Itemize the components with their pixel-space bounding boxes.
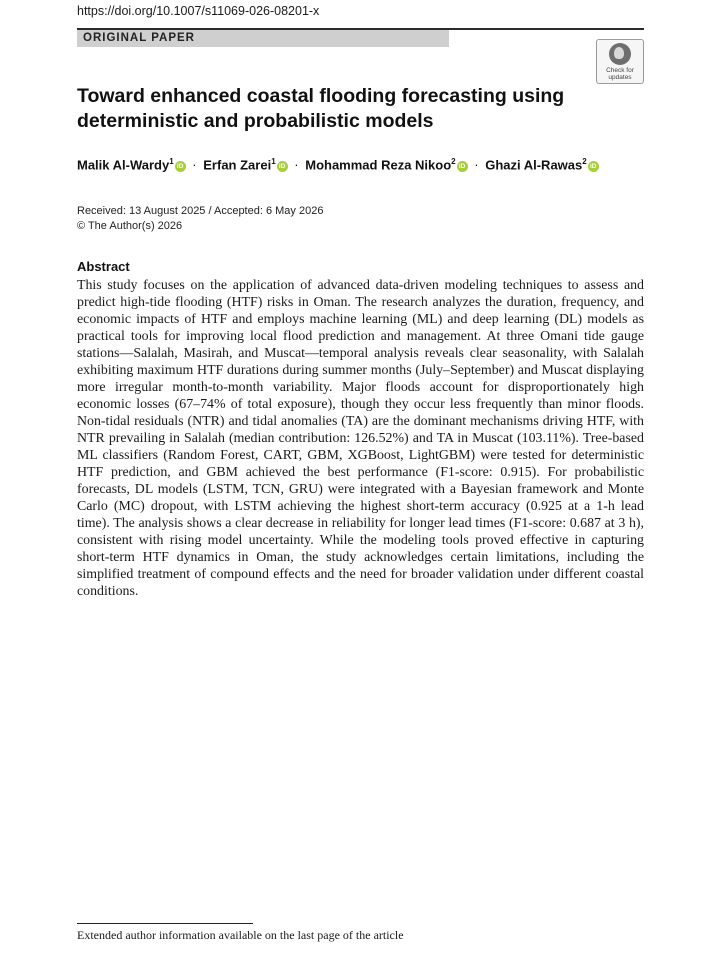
orcid-icon[interactable]: iD bbox=[588, 161, 599, 172]
abstract-text: This study focuses on the application of advanced data-driven modeling techniques to assess and predict high-tide flooding (HTF) risks in Oman. The research analyzes the duration, frequency, and economic impacts of HTF and employs machine learning (ML) and deep learning (DL) models as practical tools for improving local flood prediction and management. At three Omani tide gauge stations—Salalah, Masirah, and Muscat—temporal analysis reveals clear seasonality, with Salalah exhibiting maximum HTF durations during summer months (July–September) and Muscat displaying more irregular month-to-month variability. Major floods account for disproportionately high economic losses (67–74% of total exposure), though they occur less frequently than minor floods. Non-tidal residuals (NTR) and tidal anomalies (TA) are the dominant mechanisms driving HTF, with NTR prevailing in Salalah (median contribution: 126.52%) and TA in Muscat (103.11%). Tree-based ML classifiers (Random Forest, CART, GBM, XGBoost, LightGBM) were tested for deterministic HTF prediction, and GBM achieved the best performance (F1-score: 0.915). For probabilistic forecasts, DL models (LSTM, TCN, GRU) were integrated with a Bayesian framework and Monte Carlo (MC) dropout, with LSTM achieving the highest short-term accuracy (0.925 at a 1-h lead time). The analysis shows a clear decrease in reliability for longer lead times (F1-score: 0.687 at 3 h), consistent with rising model uncertainty. While the modeling tools proved effective in capturing short-term HTF dynamics in Oman, the study acknowledges certain limitations, including the simplified treatment of compound effects and the need for broader validation under different coastal conditions. bbox=[77, 278, 644, 599]
article-type-banner: ORIGINAL PAPER bbox=[77, 30, 449, 47]
author-name[interactable]: Malik Al-Wardy bbox=[77, 157, 170, 173]
orcid-icon[interactable]: iD bbox=[457, 161, 468, 172]
author-list bbox=[77, 157, 599, 172]
doi-link[interactable]: https://doi.org/10.1007/s11069-026-08201-x bbox=[77, 4, 320, 18]
author-separator: · bbox=[192, 157, 197, 173]
check-updates-icon bbox=[609, 43, 631, 65]
footnote-rule bbox=[77, 923, 253, 924]
author-name[interactable]: Ghazi Al-Rawas bbox=[485, 157, 583, 173]
author-name[interactable]: Erfan Zarei bbox=[203, 157, 272, 173]
publication-dates bbox=[77, 204, 323, 234]
author-affiliation: 2 bbox=[582, 157, 587, 166]
footnote-text: Extended author information available on the last page of the article bbox=[77, 928, 404, 942]
check-updates-label: Check for updates bbox=[606, 67, 634, 81]
paper-title: Toward enhanced coastal flooding forecasting using deterministic and probabilistic models bbox=[77, 85, 565, 132]
author-affiliation: 1 bbox=[271, 157, 276, 166]
author-separator: · bbox=[294, 157, 299, 173]
abstract-heading: Abstract bbox=[77, 259, 130, 274]
author-affiliation: 1 bbox=[169, 157, 174, 166]
orcid-icon[interactable]: iD bbox=[277, 161, 288, 172]
author-affiliation: 2 bbox=[451, 157, 456, 166]
copyright-notice: © The Author(s) 2026 bbox=[77, 220, 183, 232]
check-for-updates-button[interactable] bbox=[596, 39, 644, 84]
received-accepted-dates: Received: 13 August 2025 / Accepted: 6 May 2026 bbox=[77, 205, 324, 217]
author-name[interactable]: Mohammad Reza Nikoo bbox=[305, 157, 452, 173]
author-separator: · bbox=[474, 157, 479, 173]
orcid-icon[interactable]: iD bbox=[175, 161, 186, 172]
